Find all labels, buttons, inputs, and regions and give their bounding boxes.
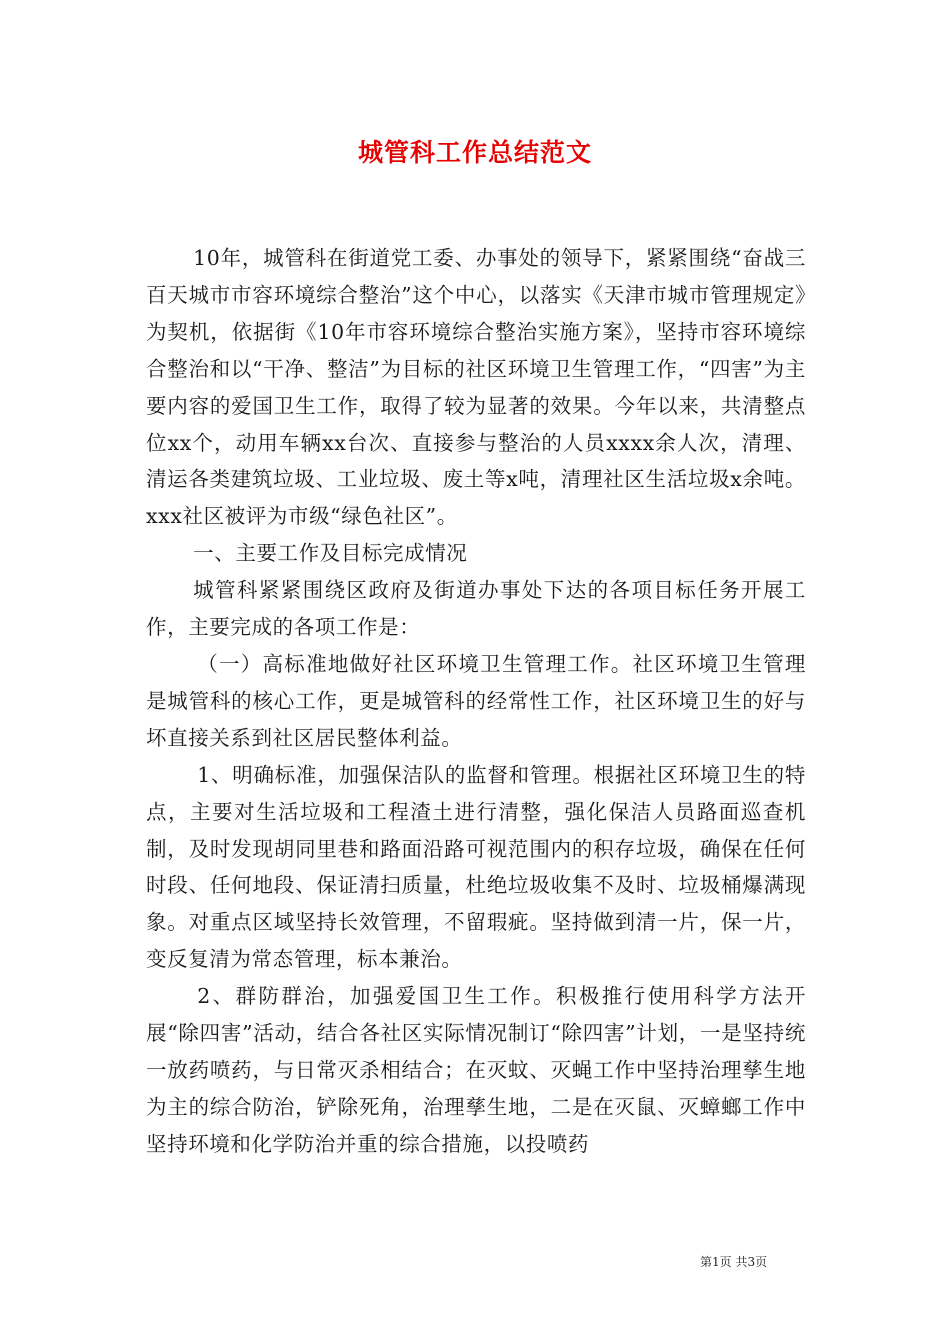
subsection-paragraph: （一）高标准地做好社区环境卫生管理工作。社区环境卫生管理是城管科的核心工作，更是城管科的经常性工作，社区环境卫生的好与坏直接关系到社区居民整体利益。 bbox=[146, 651, 806, 750]
item-2-paragraph: 2、群防群治，加强爱国卫生工作。积极推行使用科学方法开展“除四害”活动，结合各社区实际情况制订“除四害”计划，一是坚持统一放药喷药，与日常灭杀相结合；在灭蚊、灭蝇工作中坚持治理孳生地为主的综合防治，铲除死角，治理孳生地，二是在灭鼠、灭蟑螂工作中坚持环境和化学防治并重的综合措施，以投喷药 bbox=[146, 984, 806, 1156]
section-intro-paragraph: 城管科紧紧围绕区政府及街道办事处下达的各项目标任务开展工作，主要完成的各项工作是： bbox=[146, 578, 806, 640]
document-body bbox=[146, 240, 806, 1163]
intro-paragraph: 10年，城管科在街道党工委、办事处的领导下，紧紧围绕“奋战三百天城市市容环境综合整治”这个中心，以落实《天津市城市管理规定》为契机，依据街《10年市容环境综合整治实施方案》，坚持市容环境综合整治和以“干净、整洁”为目标的社区环境卫生管理工作，“四害”为主要内容的爱国卫生工作，取得了较为显著的效果。今年以来，共清整点位xx个，动用车辆xx台次、直接参与整治的人员xxxx余人次，清理、清运各类建筑垃圾、工业垃圾、废土等x吨，清理社区生活垃圾x余吨。xxx社区被评为市级“绿色社区”。 bbox=[146, 246, 806, 529]
document-title: 城管科工作总结范文 bbox=[357, 138, 592, 167]
page-number-footer: 第1页 共3页 bbox=[700, 1255, 768, 1269]
item-1-paragraph: 1、明确标准，加强保洁队的监督和管理。根据社区环境卫生的特点，主要对生活垃圾和工程渣土进行清整，强化保洁人员路面巡查机制，及时发现胡同里巷和路面沿路可视范围内的积存垃圾，确保在任何时段、任何地段、保证清扫质量，杜绝垃圾收集不及时、垃圾桶爆满现象。对重点区域坚持长效管理，不留瑕疵。坚持做到清一片，保一片，变反复清为常态管理，标本兼治。 bbox=[146, 762, 806, 972]
section-heading: 一、主要工作及目标完成情况 bbox=[193, 541, 468, 566]
